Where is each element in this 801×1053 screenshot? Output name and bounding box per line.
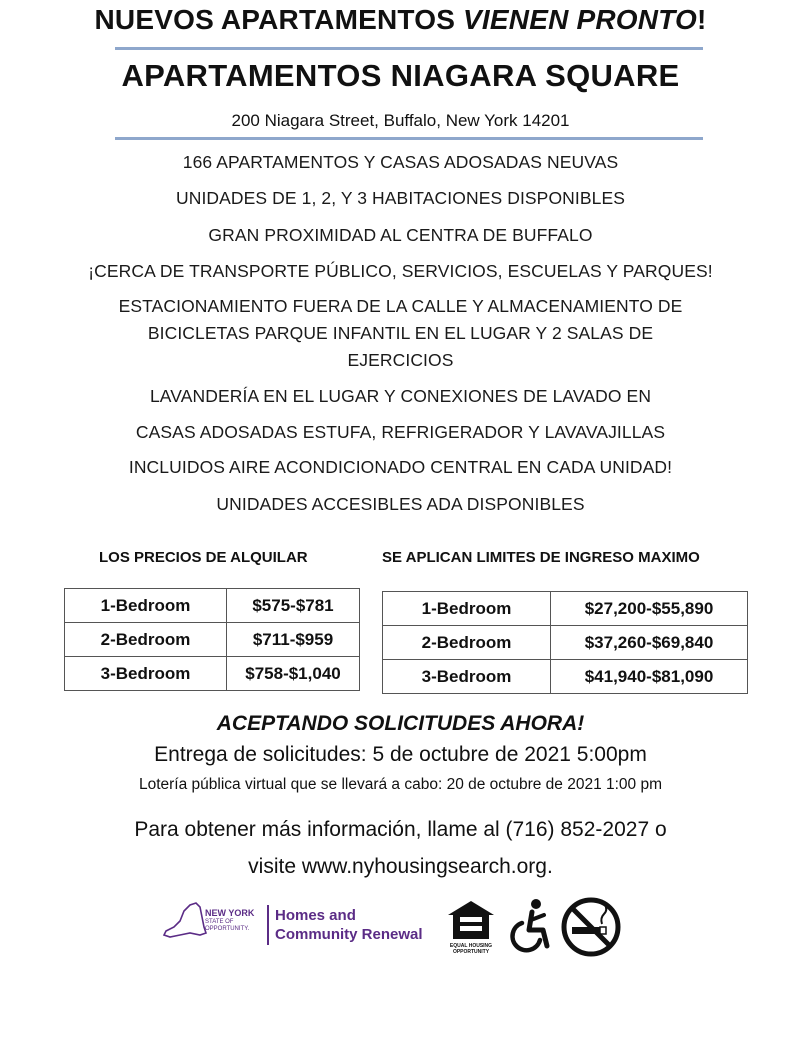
income-cell: $37,260-$69,840 bbox=[551, 626, 748, 660]
feature-line: CASAS ADOSADAS ESTUFA, REFRIGERADOR Y LAVAVAJILLAS bbox=[135, 422, 666, 442]
headline-text: NUEVOS APARTAMENTOS bbox=[94, 4, 464, 35]
eho-caption-line1: EQUAL HOUSING bbox=[449, 943, 493, 949]
page-title: APARTAMENTOS NIAGARA SQUARE bbox=[121, 58, 680, 93]
income-table bbox=[382, 591, 748, 694]
rent-heading: LOS PRECIOS DE ALQUILAR bbox=[99, 549, 308, 566]
rent-cell: $711-$959 bbox=[227, 623, 360, 657]
unit-cell: 3-Bedroom bbox=[65, 657, 227, 691]
website-info: visite www.nyhousingsearch.org. bbox=[248, 855, 553, 878]
rent-cell: $575-$781 bbox=[227, 589, 360, 623]
table-row bbox=[383, 626, 748, 660]
unit-cell: 1-Bedroom bbox=[383, 592, 551, 626]
headline bbox=[0, 4, 801, 36]
lottery-date: Lotería pública virtual que se llevará a cabo: 20 de octubre de 2021 1:00 pm bbox=[138, 776, 663, 793]
logo-row bbox=[0, 893, 801, 963]
rent-table bbox=[64, 588, 360, 691]
address: 200 Niagara Street, Buffalo, New York 14201 bbox=[231, 111, 570, 130]
feature-line: INCLUIDOS AIRE ACONDICIONADO CENTRAL EN CADA UNIDAD! bbox=[128, 457, 673, 477]
table-row bbox=[65, 589, 360, 623]
feature-line: ¡CERCA DE TRANSPORTE PÚBLICO, SERVICIOS, ESCUELAS Y PARQUES! bbox=[88, 261, 713, 281]
income-cell: $27,200-$55,890 bbox=[551, 592, 748, 626]
nys-wordmark: NEW YORK bbox=[205, 908, 255, 918]
unit-cell: 2-Bedroom bbox=[383, 626, 551, 660]
application-deadline: Entrega de solicitudes: 5 de octubre de 2021 5:00pm bbox=[154, 743, 647, 766]
nys-wordmark-line2: STATE OF bbox=[205, 919, 234, 925]
eho-caption-line2: OPPORTUNITY bbox=[452, 948, 490, 955]
feature-line: LAVANDERÍA EN EL LUGAR Y CONEXIONES DE LAVADO EN bbox=[149, 386, 652, 406]
new-york-state-map-icon bbox=[160, 901, 208, 941]
accepting-applications: ACEPTANDO SOLICITUDES AHORA! bbox=[216, 712, 585, 735]
headline-exclamation: ! bbox=[696, 4, 707, 35]
headline-emphasis: VIENEN PRONTO bbox=[463, 4, 697, 35]
equal-housing-icon bbox=[446, 899, 496, 941]
top-divider bbox=[115, 47, 703, 50]
feature-line: ESTACIONAMIENTO FUERA DE LA CALLE Y ALMACENAMIENTO DE bbox=[118, 296, 683, 316]
nys-wordmark-line3: OPPORTUNITY. bbox=[205, 926, 250, 932]
feature-line: UNIDADES ACCESIBLES ADA DISPONIBLES bbox=[216, 494, 585, 514]
wheelchair-accessible-icon bbox=[507, 898, 553, 954]
feature-line: GRAN PROXIMIDAD AL CENTRA DE BUFFALO bbox=[208, 225, 593, 245]
table-row bbox=[65, 657, 360, 691]
feature-line: 166 APARTAMENTOS Y CASAS ADOSADAS NEUVAS bbox=[182, 152, 619, 172]
contact-info: Para obtener más información, llame al (716) 852-2027 o bbox=[134, 818, 667, 841]
feature-line: BICICLETAS PARQUE INFANTIL EN EL LUGAR Y 2 SALAS DE bbox=[147, 323, 654, 343]
unit-cell: 1-Bedroom bbox=[65, 589, 227, 623]
unit-cell: 2-Bedroom bbox=[65, 623, 227, 657]
logo-divider bbox=[267, 905, 269, 945]
feature-line: UNIDADES DE 1, 2, Y 3 HABITACIONES DISPONIBLES bbox=[175, 188, 626, 208]
table-row bbox=[383, 592, 748, 626]
table-row bbox=[65, 623, 360, 657]
no-smoking-icon bbox=[560, 896, 622, 958]
eho-caption bbox=[442, 944, 500, 956]
income-limits-heading: SE APLICAN LIMITES DE INGRESO MAXIMO bbox=[382, 549, 700, 566]
hcr-line1: Homes and bbox=[275, 907, 356, 924]
unit-cell: 3-Bedroom bbox=[383, 660, 551, 694]
income-cell: $41,940-$81,090 bbox=[551, 660, 748, 694]
hcr-line2: Community Renewal bbox=[275, 926, 423, 943]
feature-line: EJERCICIOS bbox=[347, 350, 454, 370]
address-divider bbox=[115, 137, 703, 140]
rent-cell: $758-$1,040 bbox=[227, 657, 360, 691]
table-row bbox=[383, 660, 748, 694]
